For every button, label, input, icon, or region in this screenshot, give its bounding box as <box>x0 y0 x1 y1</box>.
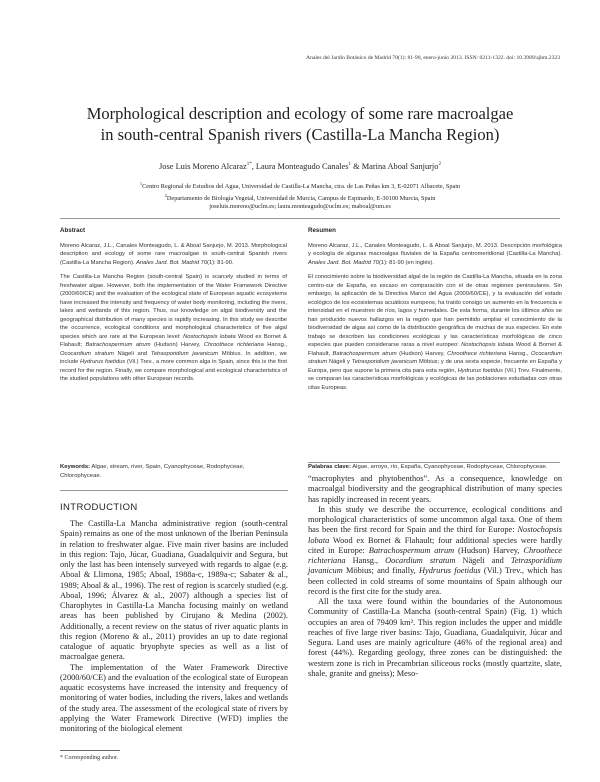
intro-paragraph-continued: “macrophytes and phytobenthos”. As a consequence, knowledge on macroalgal biodiversity and the geographical distribution of many species has rapidly increased in recent years. <box>308 474 562 504</box>
body-text: Hansg., <box>345 556 386 565</box>
abstract-text: (Vil.) Trev., a more common alga in Spain, since this is the first record for the region. Finally, we compare morphological and ecological characteristics of the studied populations with other European records. <box>60 359 288 382</box>
footnote-rule <box>60 750 120 751</box>
species-name: Chroothece richteriana <box>203 342 264 348</box>
affiliation-1-mark: 1 <box>139 181 143 186</box>
intro-paragraph-4: All the taxa were found within the boundaries of the Autonomous Community of Castilla-La Mancha (south-central Spain) (Fig. 1) which occupies an area of 79409 km². This region includes the upper and middle reaches of five large river basins: Tajo, Guadiana, Guadalquivir, Júcar and Segura. Land uses are mainly agriculture (46% of the regional area) and forest (44%). Regarding geology, three zones can be distinguished: the western zone is rich in Precambrian siliceous rocks (mostly quartzite, slate, shale, granite and gneiss); Meso- <box>308 597 562 678</box>
species-name: Ococardium stratum <box>308 350 563 365</box>
citation-journal: Anales Jard. Bot. Madrid <box>136 259 200 266</box>
affiliation-2-text: Departamento de Biología Vegetal, Universidad de Murcia, Campus de Espinardo, E-30100 Murcia, Spain <box>166 194 436 202</box>
abstract-column <box>60 227 287 390</box>
keywords-list: Algae, arroyo, río, España, Cyanophyceae, Rodophyceae, Chlorophyceae. <box>350 464 548 470</box>
citation-text: Moreno Alcaraz, J.L., Canales Monteagudo, L. & Aboal Sanjurjo, M. 2013. Descripción morfológica y ecología de algunas macroalgas fluviales de la España centromeridional (Castilla-La Mancha). <box>308 242 562 257</box>
author-separator-2: & <box>350 162 362 171</box>
body-text: Wood ex Bornet & Flahault; four additional species were hardly cited in Europe: <box>308 535 562 555</box>
citation-text: Moreno Alcaraz, J.L., Canales Monteagudo, L. & Aboal Sanjurjo, M. 2013. Morphological description and ecology of some rare macroalgae in south-central Spanish rivers (Castilla-La Mancha Region). <box>60 242 287 266</box>
body-text: In this study we describe the occurrence, ecological conditions and morphological characteristics of some uncommon algal taxa. One of them has been the first record for Spain and the third for Europe: <box>308 504 562 535</box>
species-name: Chroothece richteriana <box>308 545 563 565</box>
resumen-text: Wood & Bornet & Flahault, <box>308 342 563 357</box>
resumen-keywords <box>308 463 562 472</box>
running-head: Anales del Jardín Botánico de Madrid 70(1): 81-90, enero-junio 2013. ISSN: 0211-1322. doi: 10.3989/ajbm.2323 <box>306 55 560 61</box>
article-title <box>40 103 560 145</box>
citation-volume: 70(1): 81-90 (en inglés). <box>370 259 434 266</box>
species-name: Nostochopsis lobata <box>308 525 562 545</box>
abstract-bottom-rule-right <box>308 462 560 463</box>
resumen-text: Hansg., <box>506 350 532 357</box>
abstract-heading: Abstract <box>60 227 86 234</box>
resumen-body <box>308 273 562 392</box>
intro-paragraph-1: The Castilla-La Mancha administrative region (south-central Spain) remains as one of the most unknown of the Iberian Peninsula in relation to freshwater algae. Five main river basins are included in this region: Tajo, Júcar, Guadiana, Guadalquivir and Segura, but only the last has been intensely surveyed with regards to algae (e.g. Aboal & Llimona, 1985; Aboal, 1988a-c, 1989a-c; Sabater & al., 1989; Aboal & al., 1996). The rest of region is scarcely studied (e.g. Aboal, 1996; Álvarez & al., 2007) although a species list of Charophytes in Castilla-La Mancha focusing mainly on wetland areas has been published by Cirujano & Medina (2002). Additionally, a recent review on the status of river aquatic plants in this region (Moreno & al., 2011) provides an up to date regional catalogue of aquatic bryophyte species as well as a list of macroalgae genera. <box>60 519 288 662</box>
abstract-body <box>60 273 287 384</box>
resumen-heading: Resumen <box>308 227 336 234</box>
affiliation-1-text: Centro Regional de Estudios del Agua, Universidad de Castilla-La Mancha, ctra. de Las Peñas km 3, E-02071 Albacete, Spain <box>142 183 461 191</box>
author-1-mark: 1* <box>246 162 252 168</box>
resumen-text: Möbius; y de una sexta especie, frecuente en España y Europa, pero que supone la primera cita para esta región, <box>308 359 562 374</box>
abstract-text: Wood ex Bornet & Flahault; <box>60 333 288 348</box>
abstract-bottom-rule-left <box>60 490 288 491</box>
citation-journal: Anales Jard. Bot. Madrid <box>308 259 371 266</box>
affiliations <box>40 180 560 212</box>
affiliation-2 <box>40 192 560 204</box>
author-list <box>40 162 560 171</box>
abstract-text: Hansg., <box>263 342 288 348</box>
species-name: Tetrasporidium javanicum <box>308 556 562 576</box>
author-2-mark: 1 <box>348 162 351 168</box>
footnote-corresponding-author: * Corresponding author. <box>60 755 119 761</box>
species-name: Nostochopsis lobata <box>183 333 236 340</box>
abstract-citation <box>60 242 287 268</box>
intro-paragraph-3 <box>308 505 562 597</box>
author-3: Marina Aboal Sanjurjo <box>361 162 439 171</box>
title-line-2: in south-central Spanish rivers (Castilla-La Mancha Region) <box>100 125 500 144</box>
abstract-keywords <box>60 463 287 480</box>
abstract-text: Nägeli and <box>113 350 151 357</box>
species-name: Batrachospermum atrum <box>85 342 151 348</box>
species-name: Tetrasporidium javanicum <box>351 359 418 365</box>
resumen-text: (Vil.) Trev. Finalmente, se comparan las características morfológicas y ecológicas de las poblaciones estudiadas con otras citas Europeas. <box>308 367 563 391</box>
author-emails: joseluis.moreno@uclm.es; laura.monteagudo@uclm.es; maboal@um.es <box>209 203 391 211</box>
keywords-label: Keywords: <box>60 464 91 470</box>
keywords-list: Algae, stream, river, Spain, Cyanophyceae, Rodophyceae, Chlorophyceae. <box>60 464 245 479</box>
body-column-right <box>308 474 562 679</box>
abstract-text: The Castilla-La Mancha Region (south-central Spain) is scarcely studied in terms of freshwater algae. However, both the implementation of the Water Framework Directive (2000/60/CE) and the evaluation of the ecological state of European aquatic ecosystems have increased the intensity and frequency of water body monitoring, including the rivers, lakes and wetlands of this region. Thus, our knowledge on algal biodiversity and the geographical distribution of many species is rapidly increasing. In this study we describe the occurrence, ecological conditions and morphological characteristics of five algal species which are rare at the European level: <box>60 274 287 340</box>
abstract-top-rule <box>60 218 560 219</box>
species-name: Hydrurus foetidus <box>79 359 126 365</box>
author-2: Laura Monteagudo Canales <box>255 162 349 171</box>
species-name: Hydrurus foetidus <box>419 566 481 576</box>
body-column-left <box>60 519 288 734</box>
body-text: (Vil.) Trev., which has been collected in cold streams of some mountains of Spain although our record is the first cite for the study area. <box>308 566 562 596</box>
author-1: Jose Luis Moreno Alcaraz <box>159 162 247 171</box>
species-name: Nostochopsis lobata <box>461 342 514 348</box>
abstract-text: Möbius. In addition, we include <box>60 350 288 365</box>
species-name: Hydrurus foetidus <box>457 367 503 374</box>
affiliation-2-mark: 2 <box>164 192 167 198</box>
affiliation-1 <box>40 180 560 192</box>
resumen-citation <box>308 242 562 268</box>
species-name: Oocardium stratum <box>385 556 456 565</box>
title-line-1: Morphological description and ecology of some rare macroalgae <box>86 104 514 123</box>
citation-volume: 70(1): 81-90. <box>199 259 234 266</box>
resumen-text: Nägeli y <box>327 359 352 365</box>
resumen-column <box>308 227 562 398</box>
body-text: (Hudson) Harvey, <box>454 545 524 555</box>
species-name: Tetrasporidium javanicum <box>150 350 219 357</box>
section-heading-introduction: INTRODUCTION <box>60 502 138 513</box>
author-separator-1: , <box>251 162 256 171</box>
species-name: Batrachospermum atrum <box>368 545 455 555</box>
resumen-text: El conocimiento sobre la biodiversidad algal de la región de Castilla-La Mancha, situada en la zona centro-sur de España, es escaso en comparación con el de otras regiones peninsulares. Sin embargo, la aplicación de la Directiva Marco del Agua (2000/60/CE), y la evaluación del estado ecológico de los ecosistemas acuáticos europeos, ha traído consigo un aumento en la frecuencia e intensidad en el muestreo de ríos, lagos y humedales. De esta forma, durante los últimos años se han producido nuevos hallazgos en la región que han permitido ampliar el conocimiento de la biodiversidad de algas así como de la distribución geográfica de muchas de sus especies. En este trabajo se describen las condiciones ecológicas y las características morfológicas de cinco especies que pueden considerarse raras a nivel europeo: <box>308 274 562 348</box>
species-name: Ococardium stratum <box>60 350 114 357</box>
body-text: Möbius; and finally, <box>342 566 419 576</box>
species-name: Batrachospermum atrum <box>332 350 397 357</box>
abstract-text: (Hudson) Harvey, <box>150 342 204 348</box>
author-3-mark: 2 <box>438 162 441 168</box>
keywords-label: Palabras clave: <box>308 464 351 470</box>
species-name: Chroothece richteriana <box>447 350 507 357</box>
intro-paragraph-2: The implementation of the Water Framework Directive (2000/60/CE) and the evaluation of the ecological state of European aquatic ecosystems have increased the intensity and frequency of monitoring of water bodies, including the rivers, lakes and wetlands of the study area. The assessment of the ecological state of rivers by applying the Water Framework Directive (WFD) implies the monitoring of the biological element <box>60 662 288 733</box>
resumen-text: (Hudson) Harvey, <box>396 350 448 357</box>
body-text: Nägeli and <box>455 556 511 565</box>
